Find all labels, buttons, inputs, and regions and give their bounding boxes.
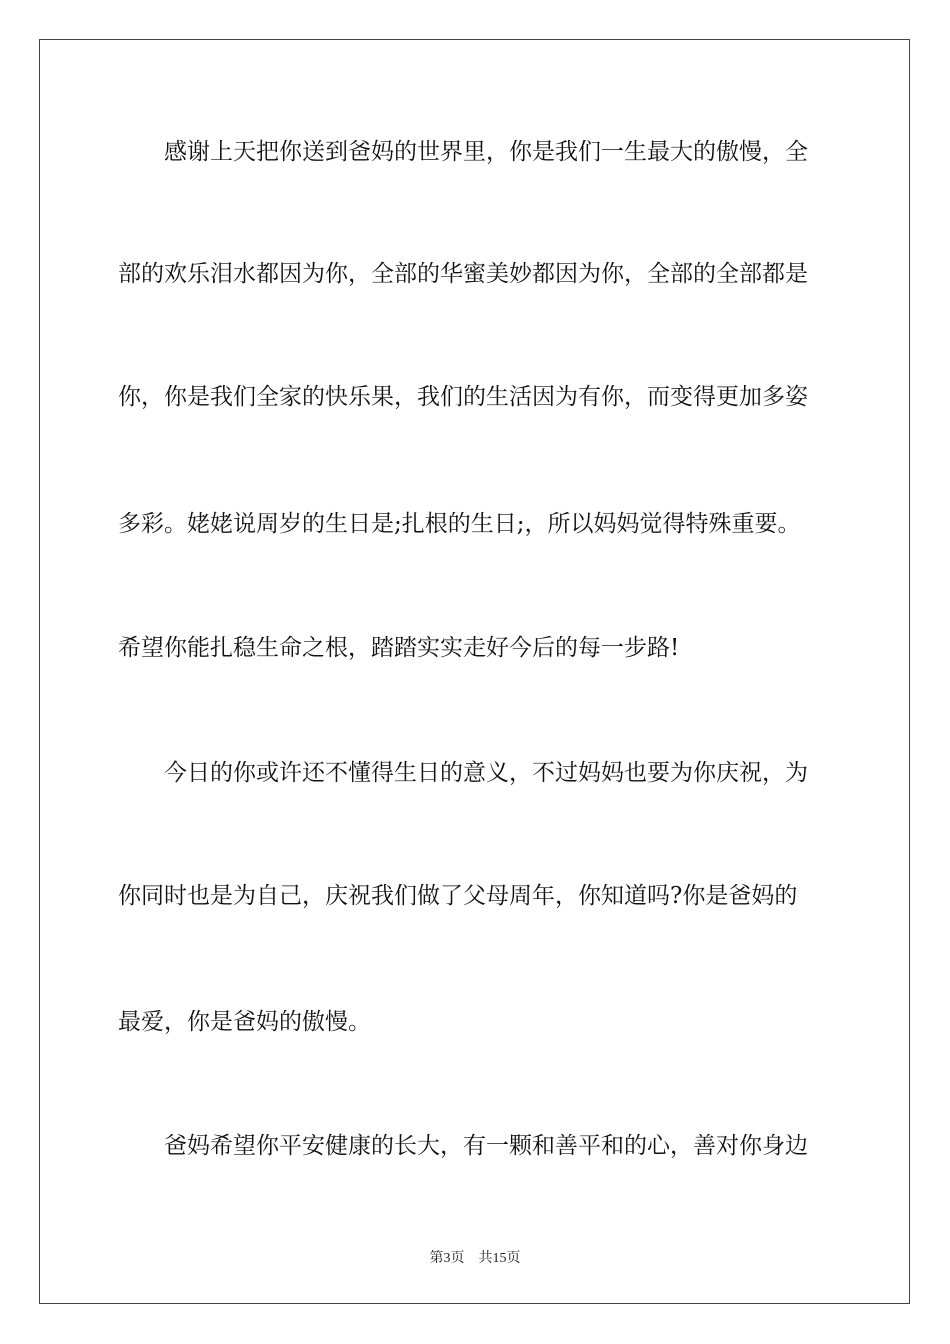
text-line: 部的欢乐泪水都因为你，全部的华蜜美妙都因为你，全部的全部都是	[118, 261, 808, 287]
text-line: 今日的你或许还不懂得生日的意义，不过妈妈也要为你庆祝，为	[164, 760, 808, 786]
page-number: 第3页	[429, 1251, 465, 1266]
text-line: 感谢上天把你送到爸妈的世界里，你是我们一生最大的傲慢，全	[164, 139, 808, 165]
text-line: 你同时也是为自己，庆祝我们做了父母周年，你知道吗?你是爸妈的	[118, 883, 798, 909]
text-line: 最爱，你是爸妈的傲慢。	[118, 1009, 371, 1035]
page-border	[39, 39, 910, 1304]
text-line: 多彩。姥姥说周岁的生日是;扎根的生日;，所以妈妈觉得特殊重要。	[118, 511, 801, 537]
page-footer	[0, 1247, 950, 1267]
page-total: 共15页	[478, 1251, 521, 1266]
text-line: 爸妈希望你平安健康的长大，有一颗和善平和的心，善对你身边	[164, 1133, 808, 1159]
text-line: 希望你能扎稳生命之根，踏踏实实走好今后的每一步路!	[118, 635, 680, 661]
text-line: 你，你是我们全家的快乐果，我们的生活因为有你，而变得更加多姿	[118, 384, 808, 410]
